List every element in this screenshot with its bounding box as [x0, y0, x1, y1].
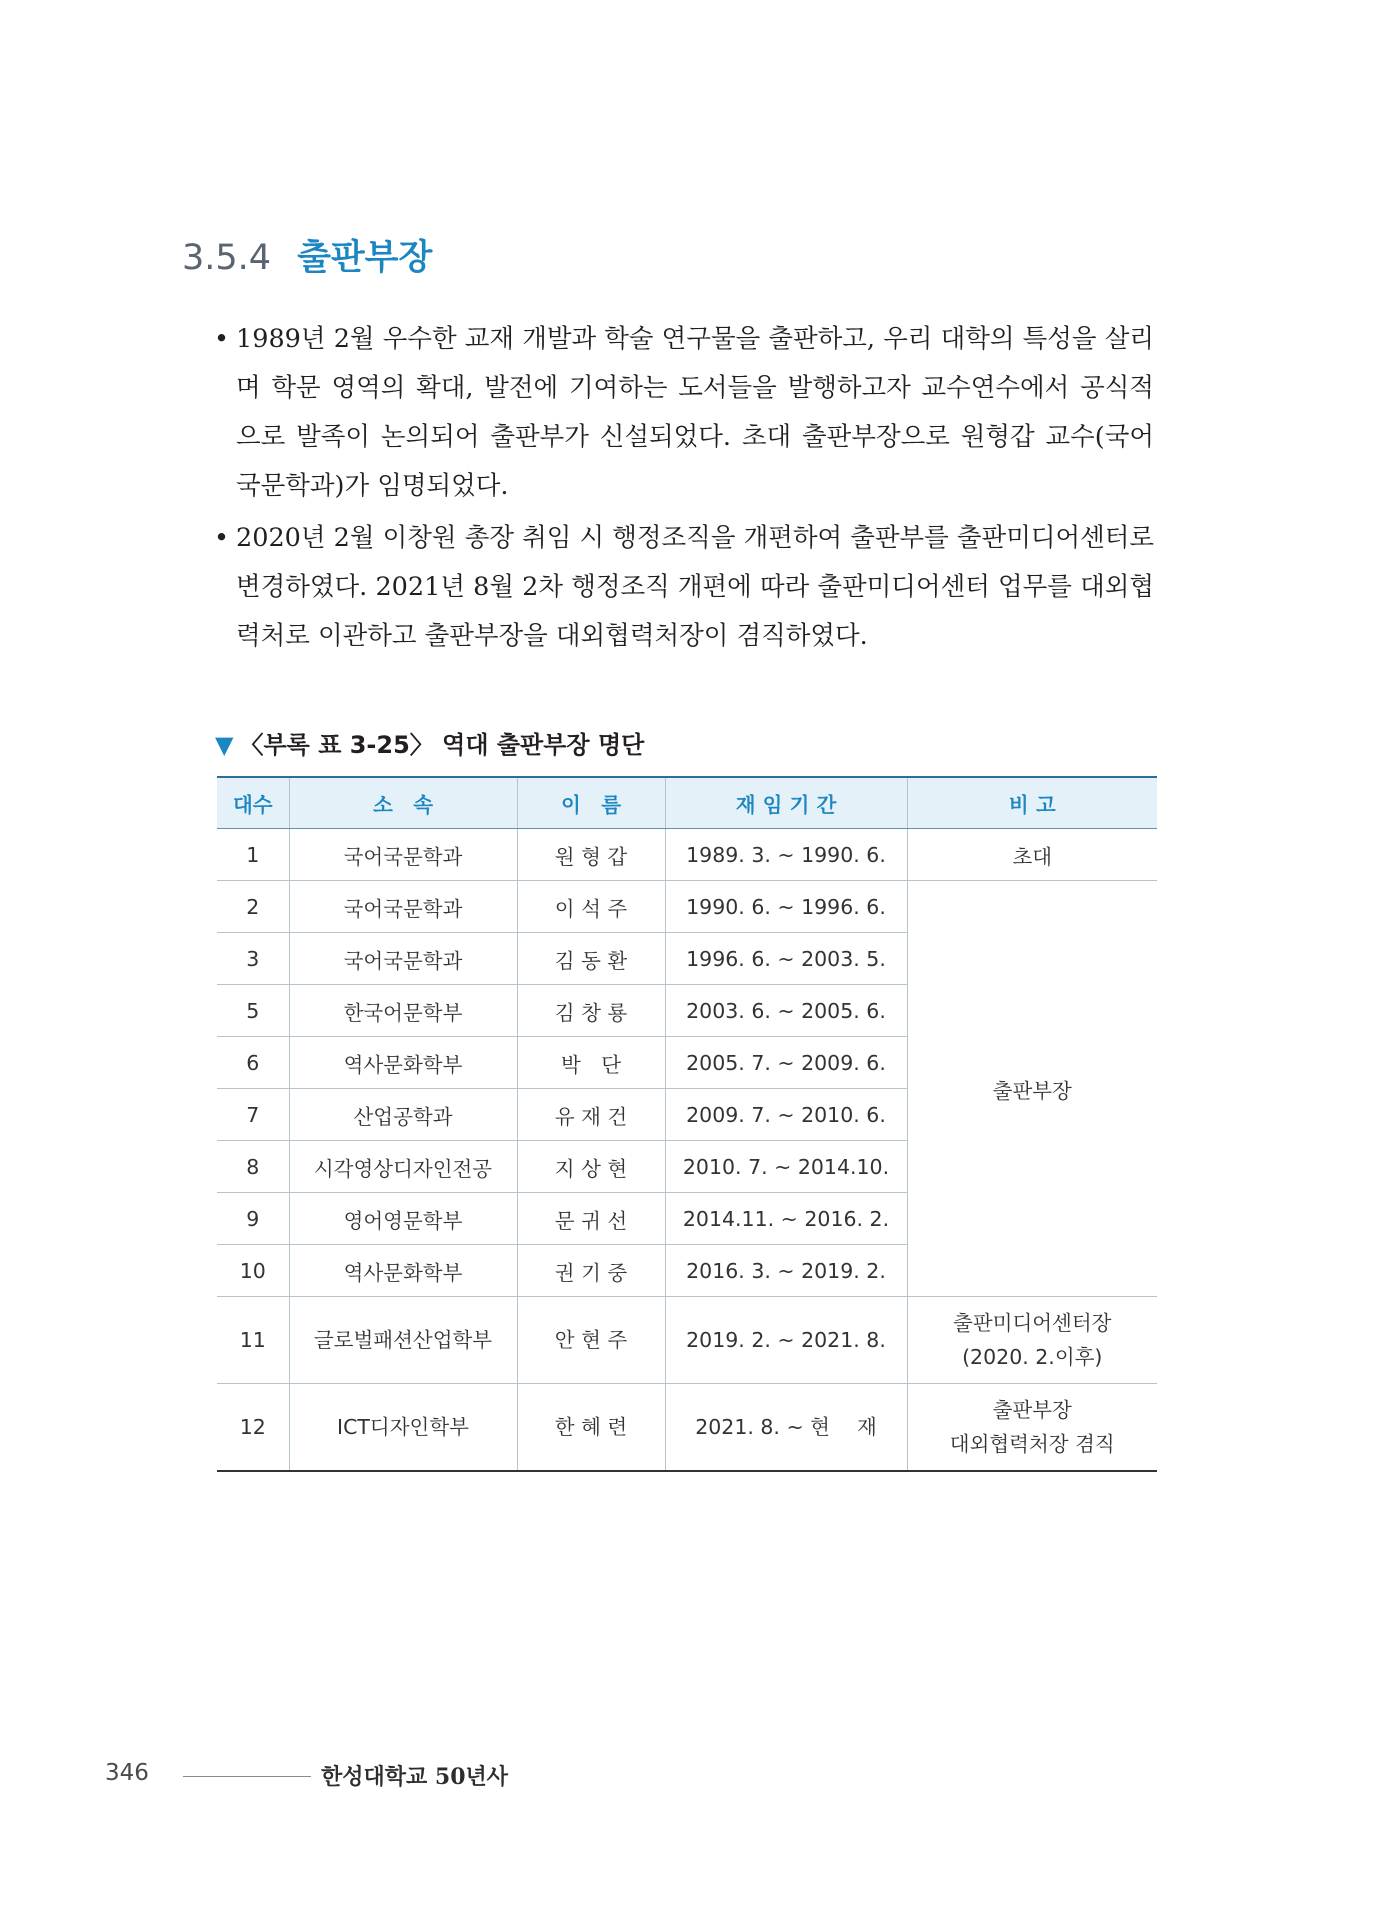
- director-roster-table: [217, 776, 1157, 1472]
- cell-department: 산업공학과: [289, 1089, 517, 1141]
- note-line: 대외협력처장 겸직: [949, 1432, 1115, 1456]
- bullet-dot-icon: •: [214, 523, 230, 553]
- cell-term: 2014.11. ~ 2016. 2.: [665, 1193, 907, 1245]
- cell-department: 시각영상디자인전공: [289, 1141, 517, 1193]
- table-caption-text: 〈부록 표 3-25〉 역대 출판부장 명단: [239, 731, 645, 759]
- cell-name: 지 상 현: [517, 1141, 665, 1193]
- cell-note: [907, 1384, 1157, 1472]
- cell-name: 김 동 환: [517, 933, 665, 985]
- cell-term: 2016. 3. ~ 2019. 2.: [665, 1245, 907, 1297]
- bullet-item: [214, 315, 1154, 511]
- cell-generation: 5: [217, 985, 289, 1037]
- book-title: 한성대학교 50년사: [321, 1764, 509, 1790]
- cell-term: 1990. 6. ~ 1996. 6.: [665, 881, 907, 933]
- cell-generation: 10: [217, 1245, 289, 1297]
- cell-department: 영어영문학부: [289, 1193, 517, 1245]
- cell-generation: 11: [217, 1297, 289, 1384]
- section-heading: [182, 230, 432, 280]
- table-caption: [215, 725, 644, 760]
- cell-department: 글로벌패션산업학부: [289, 1297, 517, 1384]
- footer-divider: [183, 1776, 311, 1777]
- cell-generation: 1: [217, 829, 289, 881]
- note-line: 출판부장: [992, 1398, 1072, 1422]
- cell-generation: 12: [217, 1384, 289, 1472]
- header-note: 비 고: [907, 777, 1157, 829]
- cell-department: 국어국문학과: [289, 829, 517, 881]
- cell-term: 2009. 7. ~ 2010. 6.: [665, 1089, 907, 1141]
- cell-name: 유 재 건: [517, 1089, 665, 1141]
- page-number: 346: [105, 1760, 149, 1786]
- table-header-row: [217, 777, 1157, 829]
- cell-generation: 7: [217, 1089, 289, 1141]
- cell-name: 김 창 룡: [517, 985, 665, 1037]
- cell-note: 초대: [907, 829, 1157, 881]
- header-name: 이 름: [517, 777, 665, 829]
- page-footer: [105, 1760, 509, 1800]
- section-title: 출판부장: [297, 238, 433, 278]
- bullet-list: [214, 315, 1154, 664]
- header-generation: 대수: [217, 777, 289, 829]
- table-row: [217, 1297, 1157, 1384]
- cell-note-merged: 출판부장: [907, 881, 1157, 1297]
- bullet-text: 2020년 2월 이창원 총장 취임 시 행정조직을 개편하여 출판부를 출판미디어센터로 변경하였다. 2021년 8월 2차 행정조직 개편에 따라 출판미디어센터 업무를 대외협력처로 이관하고 출판부장을 대외협력처장이 겸직하였다.: [236, 523, 1154, 651]
- cell-name: 안 현 주: [517, 1297, 665, 1384]
- table-row: [217, 829, 1157, 881]
- table-row: [217, 1384, 1157, 1472]
- cell-generation: 8: [217, 1141, 289, 1193]
- cell-department: 역사문화학부: [289, 1245, 517, 1297]
- bullet-item: [214, 514, 1154, 661]
- cell-department: ICT디자인학부: [289, 1384, 517, 1472]
- cell-term: 2010. 7. ~ 2014.10.: [665, 1141, 907, 1193]
- cell-generation: 9: [217, 1193, 289, 1245]
- note-line: (2020. 2.이후): [962, 1345, 1103, 1369]
- cell-term: 2003. 6. ~ 2005. 6.: [665, 985, 907, 1037]
- triangle-down-icon: ▼: [215, 731, 234, 759]
- cell-department: 국어국문학과: [289, 933, 517, 985]
- header-department: 소 속: [289, 777, 517, 829]
- cell-generation: 3: [217, 933, 289, 985]
- cell-term: 2005. 7. ~ 2009. 6.: [665, 1037, 907, 1089]
- cell-department: 국어국문학과: [289, 881, 517, 933]
- cell-generation: 6: [217, 1037, 289, 1089]
- cell-department: 한국어문학부: [289, 985, 517, 1037]
- cell-name: 이 석 주: [517, 881, 665, 933]
- cell-term: 2019. 2. ~ 2021. 8.: [665, 1297, 907, 1384]
- table-row: [217, 881, 1157, 933]
- cell-term: 1989. 3. ~ 1990. 6.: [665, 829, 907, 881]
- bullet-text: 1989년 2월 우수한 교재 개발과 학술 연구물을 출판하고, 우리 대학의 특성을 살리며 학문 영역의 확대, 발전에 기여하는 도서들을 발행하고자 교수연수에서 공식적으로 발족이 논의되어 출판부가 신설되었다. 초대 출판부장으로 원형갑 교수(국어국문학과)가 임명되었다.: [236, 324, 1154, 501]
- cell-term: 1996. 6. ~ 2003. 5.: [665, 933, 907, 985]
- note-line: 출판미디어센터장: [953, 1311, 1112, 1335]
- header-term: 재 임 기 간: [665, 777, 907, 829]
- cell-name: 권 기 중: [517, 1245, 665, 1297]
- cell-generation: 2: [217, 881, 289, 933]
- cell-name: 한 혜 련: [517, 1384, 665, 1472]
- cell-department: 역사문화학부: [289, 1037, 517, 1089]
- cell-name: 박 단: [517, 1037, 665, 1089]
- cell-name: 원 형 갑: [517, 829, 665, 881]
- cell-term: 2021. 8. ~ 현 재: [665, 1384, 907, 1472]
- cell-note: [907, 1297, 1157, 1384]
- bullet-dot-icon: •: [214, 324, 230, 354]
- section-number: 3.5.4: [182, 238, 272, 278]
- cell-name: 문 귀 선: [517, 1193, 665, 1245]
